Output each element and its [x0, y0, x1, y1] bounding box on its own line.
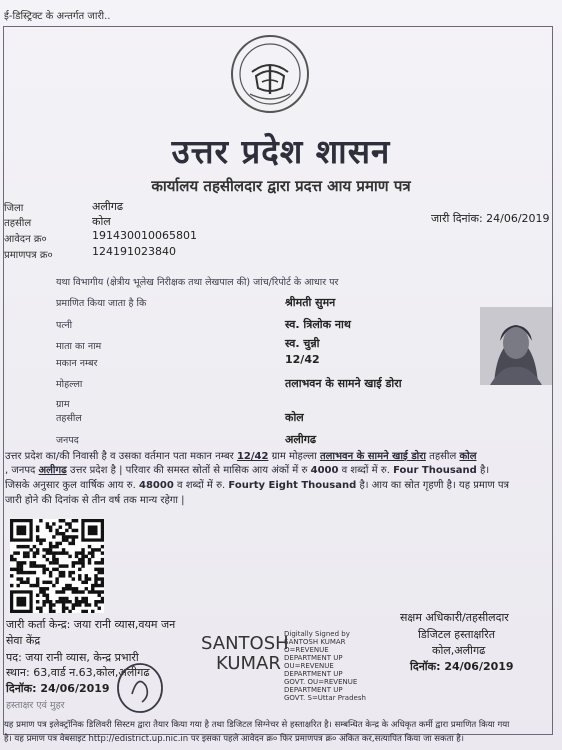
certificate-title: उत्तर प्रदेश शासन — [171, 132, 391, 171]
digital-signature-details: Digitally Signed by SANTOSH KUMAR O=REVENUE DEPARTMENT UP OU=REVENUE DEPARTMENT UP GOVT. OU=REVENUE DEPARTMENT UP GOVT. S=Uttar Pradesh — [284, 630, 366, 702]
header-note: ई-डिस्ट्रिक्ट के अन्तर्गत जारी.. — [4, 11, 111, 22]
sign-and-seal-label: हस्ताक्षर एवं मुहर — [6, 700, 65, 711]
certificate-no-label: प्रमाणपत्र क्र० — [4, 250, 53, 261]
field-value-house-no: 12/42 — [285, 353, 320, 366]
body-line-1: उत्तर प्रदेश का/की निवासी है व उसका वर्तमान पता मकान नम्बर 12/42 ग्राम मोहल्ला तलाभवन के सामने खाई डोरा तहसील कोल — [5, 451, 477, 462]
field-label-house-no: मकान नम्बर — [56, 358, 98, 369]
tehsil-label: तहसील — [4, 218, 32, 229]
field-value-name: श्रीमती सुमन — [285, 296, 336, 309]
application-no-label: आवेदन क्र० — [4, 234, 47, 245]
footer-line-1: यह प्रमाण पत्र इलेक्ट्रॉनिक डिलिवरी सिस्टम द्वारा तैयार किया गया है तथा डिजिटल सिग्नेचर से हस्ताक्षरित है। सम्बन्धित केन्द्र के अधिकृत कर्मी द्वारा प्रमाणित किया गया — [4, 720, 510, 730]
body-line-3: जिसके अनुसार कुल वार्षिक आय रु. 48000 व शब्दों में रु. Fourty Eight Thousand है। आय का स्रोत गृहणी है। यह प्रमाण पत्र — [5, 480, 510, 491]
authority-digital: डिजिटल हस्ताक्षरित — [418, 628, 495, 641]
issuer-date: दिनॉक: 24/06/2019 — [6, 682, 110, 695]
field-value-mother: स्व. चुन्नी — [285, 337, 320, 350]
field-value-locality: तलाभवन के सामने खाई डोरा — [285, 377, 402, 390]
body-line-2: , जनपद अलीगढ उत्तर प्रदेश है | परिवार की समस्त स्रोतों से मासिक आय अंकों में रु 4000 व शब्दों में रु. Four Thousand है। — [5, 465, 490, 476]
issue-date: जारी दिनांक: 24/06/2019 — [431, 212, 550, 225]
field-label-certified: प्रमाणित किया जाता है कि — [56, 298, 147, 309]
applicant-photo — [480, 307, 552, 385]
certificate-no-value: 124191023840 — [92, 245, 176, 258]
state-emblem-icon — [228, 32, 312, 116]
authority-date: दिनॉक: 24/06/2019 — [410, 660, 514, 673]
certificate-subtitle: कार्यालय तहसीलदार द्वारा प्रदत्त आय प्रमाण पत्र — [151, 177, 411, 195]
authority-location: कोल,अलीगढ — [432, 644, 486, 657]
field-value-husband: स्व. त्रिलोक नाथ — [285, 318, 351, 331]
tehsil-value: कोल — [92, 215, 111, 228]
field-label-district: जनपद — [56, 435, 79, 446]
field-label-tehsil: तहसील — [56, 413, 82, 424]
field-value-district: अलीगढ — [285, 433, 317, 446]
qr-code-icon — [10, 519, 104, 613]
field-value-tehsil: कोल — [285, 411, 304, 424]
district-label: जिला — [4, 203, 24, 214]
field-label-locality: मोहल्ला — [56, 379, 83, 390]
issuer-center-cont: सेवा केंद्र — [6, 634, 41, 647]
field-label-mother: माता का नाम — [56, 341, 102, 352]
field-label-wife-of: पत्नी — [56, 320, 73, 331]
application-no-value: 191430010065801 — [92, 229, 197, 242]
official-stamp-icon — [112, 656, 172, 716]
body-line-4: जारी होने की दिनांक से तीन वर्ष तक मान्य रहेगा | — [5, 495, 185, 506]
issuer-designation: पद: जया रानी व्यास, केन्द्र प्रभारी — [6, 651, 139, 664]
issuer-center: जारी कर्ता केन्द्र: जया रानी व्यास,वयम जन — [6, 618, 176, 631]
issuer-location: स्थान: 63,वार्ड न.63,कोल,अलीगढ — [6, 666, 150, 679]
authority-title: सक्षम अधिकारी/तहसीलदार — [400, 611, 509, 624]
district-value: अलीगढ — [92, 200, 124, 213]
intro-text: यथा विभागीय (क्षेत्रीय भूलेख निरीक्षक तथा लेखपाल की) जांच/रिपोर्ट के आधार पर — [56, 277, 339, 288]
field-label-village: ग्राम — [56, 399, 70, 410]
signer-name-line1: SANTOSH — [201, 633, 289, 654]
signer-name-line2: KUMAR — [216, 653, 281, 674]
footer-line-2: है। यह प्रमाण पत्र वेबसाइट http://edistrict.up.nic.in पर इसका पहले आवेदन क्र० फिर प्रमाणपत्र क्र० अंकित कर,सत्यापित किया जा सकता है। — [4, 734, 465, 744]
